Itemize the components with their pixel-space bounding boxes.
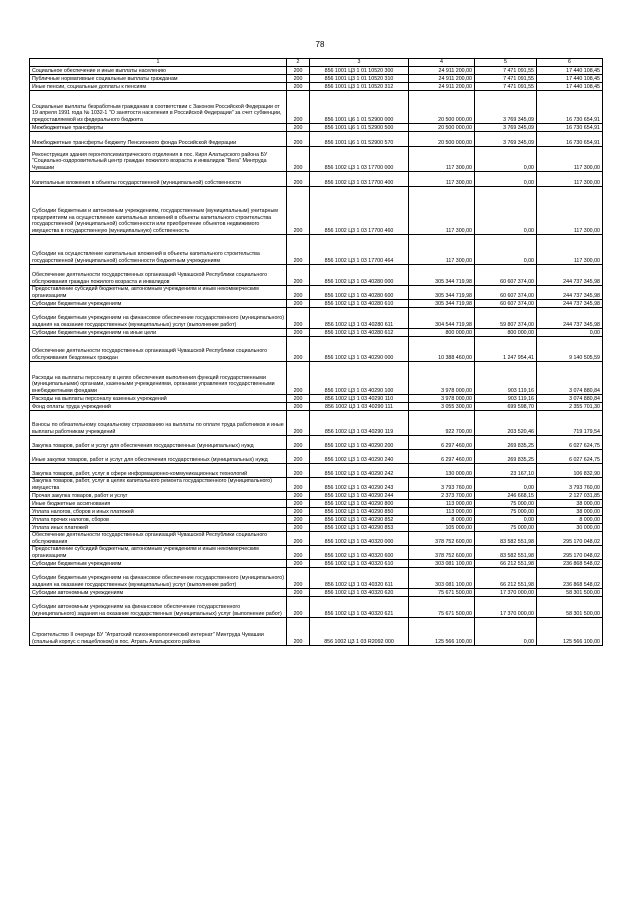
row-name-cell: Предоставление субсидий бюджетным, автономным учреждениям и иным некоммерческим организациям	[30, 546, 287, 560]
row-classification-code-cell: 856 1002 Ц3 1 03 40290 200	[310, 436, 409, 450]
table-row	[30, 618, 603, 646]
row-executed-amount-cell: 1 247 954,41	[475, 337, 537, 362]
row-classification-code-cell: 856 1002 Ц3 1 03 40290 243	[310, 478, 409, 492]
row-remaining-amount-cell: 244 737 345,98	[537, 286, 603, 300]
table-row	[30, 329, 603, 337]
table-row	[30, 187, 603, 235]
row-executed-amount-cell: 3 769 345,09	[475, 132, 537, 147]
row-executed-amount-cell: 83 582 551,98	[475, 532, 537, 546]
row-code-cell: 200	[287, 172, 310, 187]
row-remaining-amount-cell: 16 730 654,91	[537, 132, 603, 147]
row-remaining-amount-cell: 125 566 100,00	[537, 618, 603, 646]
table-row	[30, 337, 603, 362]
row-classification-code-cell: 856 1002 Ц3 1 03 40280 612	[310, 329, 409, 337]
row-remaining-amount-cell: 30 000,00	[537, 524, 603, 532]
budget-execution-table	[29, 58, 603, 646]
row-classification-code-cell: 856 1001 Ц3 1 01 10520 312	[310, 83, 409, 91]
row-approved-amount-cell: 303 081 100,00	[409, 568, 475, 589]
row-name-cell: Закупка товаров, работ, услуг в сфере информационно-коммуникационных технологий	[30, 464, 287, 478]
row-code-cell: 200	[287, 524, 310, 532]
row-name-cell: Публичные нормативные социальные выплаты гражданам	[30, 75, 287, 83]
row-approved-amount-cell: 20 500 000,00	[409, 132, 475, 147]
row-remaining-amount-cell: 244 737 345,98	[537, 300, 603, 308]
row-executed-amount-cell: 3 769 345,09	[475, 91, 537, 124]
table-body	[30, 59, 603, 646]
row-name-cell: Строительство II очереди БУ "Атратский психоневрологический интернат" Минтруда Чувашии (спальный корпус с пищеблоком) в пос. Атрать Алатырского района	[30, 618, 287, 646]
table-row	[30, 546, 603, 560]
row-approved-amount-cell: 305 344 719,98	[409, 286, 475, 300]
row-approved-amount-cell: 922 700,00	[409, 411, 475, 436]
row-name-cell: Реконструкция здания геронтопсихиатрического отделения в пос. Киря Алатырского района БУ "Социально-оздоровительный центр граждан пожилого возраста и инвалидов "Вега" Минтруда Чувашии	[30, 147, 287, 172]
row-name-cell: Межбюджетные трансферты бюджету Пенсионного фонда Российской Федерации	[30, 132, 287, 147]
row-name-cell: Иные закупки товаров, работ и услуг для обеспечения государственных (муниципальных) нужд	[30, 450, 287, 464]
row-executed-amount-cell: 66 212 551,98	[475, 560, 537, 568]
row-classification-code-cell: 856 1002 Ц3 1 03 17700 464	[310, 235, 409, 265]
row-approved-amount-cell: 24 911 200,00	[409, 83, 475, 91]
row-name-cell: Субсидии бюджетным учреждениям	[30, 300, 287, 308]
row-code-cell: 200	[287, 300, 310, 308]
table-row	[30, 568, 603, 589]
row-name-cell: Закупка товаров, работ и услуг для обеспечения государственных (муниципальных) нужд	[30, 436, 287, 450]
row-remaining-amount-cell: 6 027 624,75	[537, 436, 603, 450]
row-remaining-amount-cell: 17 440 108,45	[537, 83, 603, 91]
row-approved-amount-cell: 117 300,00	[409, 172, 475, 187]
row-classification-code-cell: 856 1001 Ц6 1 01 52900 000	[310, 91, 409, 124]
row-approved-amount-cell: 3 793 760,00	[409, 478, 475, 492]
row-remaining-amount-cell: 2 355 701,30	[537, 403, 603, 411]
row-remaining-amount-cell: 117 300,00	[537, 172, 603, 187]
row-executed-amount-cell: 269 835,25	[475, 450, 537, 464]
row-code-cell: 200	[287, 500, 310, 508]
table-row	[30, 235, 603, 265]
header-cell-5: 5	[475, 59, 537, 67]
row-code-cell: 200	[287, 132, 310, 147]
row-code-cell: 200	[287, 187, 310, 235]
row-name-cell: Фонд оплаты труда учреждений	[30, 403, 287, 411]
row-classification-code-cell: 856 1002 Ц3 1 03 17700 400	[310, 172, 409, 187]
row-code-cell: 200	[287, 337, 310, 362]
row-code-cell: 200	[287, 464, 310, 478]
row-code-cell: 200	[287, 532, 310, 546]
row-code-cell: 200	[287, 395, 310, 403]
row-executed-amount-cell: 7 471 091,55	[475, 75, 537, 83]
row-approved-amount-cell: 3 978 000,00	[409, 395, 475, 403]
row-executed-amount-cell: 66 212 551,98	[475, 568, 537, 589]
row-executed-amount-cell: 17 370 000,00	[475, 597, 537, 618]
row-approved-amount-cell: 8 000,00	[409, 516, 475, 524]
row-classification-code-cell: 856 1002 Ц3 1 03 17700 460	[310, 187, 409, 235]
table-row	[30, 286, 603, 300]
row-approved-amount-cell: 117 300,00	[409, 187, 475, 235]
table-row	[30, 589, 603, 597]
row-executed-amount-cell: 0,00	[475, 147, 537, 172]
row-classification-code-cell: 856 1002 Ц3 1 03 40290 850	[310, 508, 409, 516]
table-row	[30, 597, 603, 618]
table-row	[30, 362, 603, 395]
header-cell-4: 4	[409, 59, 475, 67]
row-approved-amount-cell: 303 081 100,00	[409, 560, 475, 568]
row-remaining-amount-cell: 244 737 345,98	[537, 265, 603, 286]
row-name-cell: Расходы на выплаты персоналу казенных учреждений	[30, 395, 287, 403]
row-executed-amount-cell: 17 370 000,00	[475, 589, 537, 597]
row-remaining-amount-cell: 17 440 108,45	[537, 75, 603, 83]
row-code-cell: 200	[287, 568, 310, 589]
row-name-cell: Субсидии бюджетным учреждениям на финансовое обеспечение государственного (муниципального) задания на оказание государственных (муниципальных) услуг (выполнение работ)	[30, 568, 287, 589]
row-approved-amount-cell: 117 300,00	[409, 147, 475, 172]
row-executed-amount-cell: 7 471 091,55	[475, 83, 537, 91]
row-approved-amount-cell: 113 000,00	[409, 500, 475, 508]
row-classification-code-cell: 856 1002 Ц3 1 03 40290 111	[310, 403, 409, 411]
table-row	[30, 395, 603, 403]
table-row	[30, 308, 603, 329]
row-approved-amount-cell: 3 055 300,00	[409, 403, 475, 411]
row-name-cell: Субсидии автономным учреждениям на финансовое обеспечение государственного (муниципального) задания на оказание государственных (муниципальных) услуг (выполнение работ)	[30, 597, 287, 618]
row-name-cell: Субсидии бюджетным учреждениям на финансовое обеспечение государственного (муниципального) задания на оказание государственных (муниципальных) услуг (выполнение работ)	[30, 308, 287, 329]
row-name-cell: Закупка товаров, работ, услуг в целях капитального ремонта государственного (муниципального) имущества	[30, 478, 287, 492]
table-row	[30, 265, 603, 286]
row-code-cell: 200	[287, 436, 310, 450]
row-approved-amount-cell: 117 300,00	[409, 235, 475, 265]
row-executed-amount-cell: 246 668,15	[475, 492, 537, 500]
row-remaining-amount-cell: 3 074 880,84	[537, 362, 603, 395]
row-remaining-amount-cell: 58 301 500,00	[537, 589, 603, 597]
row-code-cell: 200	[287, 147, 310, 172]
row-name-cell: Уплата иных платежей	[30, 524, 287, 532]
header-cell-1: 1	[30, 59, 287, 67]
row-classification-code-cell: 856 1002 Ц3 1 03 17700 000	[310, 147, 409, 172]
row-remaining-amount-cell: 3 074 880,84	[537, 395, 603, 403]
row-code-cell: 200	[287, 411, 310, 436]
row-code-cell: 200	[287, 560, 310, 568]
row-approved-amount-cell: 10 388 460,00	[409, 337, 475, 362]
row-classification-code-cell: 856 1002 Ц3 1 03 40280 600	[310, 286, 409, 300]
row-remaining-amount-cell: 117 300,00	[537, 147, 603, 172]
row-approved-amount-cell: 305 344 719,98	[409, 265, 475, 286]
row-remaining-amount-cell: 8 000,00	[537, 516, 603, 524]
row-executed-amount-cell: 0,00	[475, 187, 537, 235]
row-classification-code-cell: 856 1002 Ц3 1 03 40280 611	[310, 308, 409, 329]
row-remaining-amount-cell: 9 140 505,59	[537, 337, 603, 362]
row-executed-amount-cell: 800 000,00	[475, 329, 537, 337]
table-row	[30, 450, 603, 464]
row-remaining-amount-cell: 117 300,00	[537, 187, 603, 235]
row-approved-amount-cell: 305 344 719,98	[409, 300, 475, 308]
row-code-cell: 200	[287, 478, 310, 492]
table-row	[30, 532, 603, 546]
row-name-cell: Уплата прочих налогов, сборов	[30, 516, 287, 524]
row-name-cell: Субсидии на осуществление капитальных вложений в объекты капитального строительства государственной (муниципальной) собственности бюджетным учреждениям	[30, 235, 287, 265]
row-remaining-amount-cell: 2 127 031,85	[537, 492, 603, 500]
row-approved-amount-cell: 378 752 600,00	[409, 546, 475, 560]
row-executed-amount-cell: 60 607 374,00	[475, 300, 537, 308]
row-name-cell: Обеспечение деятельности государственных организаций Чувашской Республики социального обслуживания граждан пожилого возраста и инвалидов	[30, 265, 287, 286]
row-classification-code-cell: 856 1002 Ц3 1 03 40280 610	[310, 300, 409, 308]
row-name-cell: Социальное обеспечение и иные выплаты населению	[30, 67, 287, 75]
table-row	[30, 524, 603, 532]
row-remaining-amount-cell: 17 440 108,45	[537, 67, 603, 75]
table-row	[30, 75, 603, 83]
table-row	[30, 67, 603, 75]
row-remaining-amount-cell: 117 300,00	[537, 235, 603, 265]
row-remaining-amount-cell: 106 832,90	[537, 464, 603, 478]
row-executed-amount-cell: 0,00	[475, 478, 537, 492]
row-executed-amount-cell: 903 119,16	[475, 362, 537, 395]
row-classification-code-cell: 856 1001 Ц6 1 01 52900 500	[310, 124, 409, 132]
row-executed-amount-cell: 269 835,25	[475, 436, 537, 450]
row-remaining-amount-cell: 58 301 500,00	[537, 597, 603, 618]
row-code-cell: 200	[287, 618, 310, 646]
row-classification-code-cell: 856 1002 Ц3 1 03 40290 000	[310, 337, 409, 362]
row-executed-amount-cell: 75 000,00	[475, 500, 537, 508]
row-classification-code-cell: 856 1002 Ц3 1 03 40290 852	[310, 516, 409, 524]
row-classification-code-cell: 856 1002 Ц3 1 03 40320 611	[310, 568, 409, 589]
row-classification-code-cell: 856 1001 Ц3 1 01 10520 300	[310, 67, 409, 75]
row-approved-amount-cell: 24 911 200,00	[409, 67, 475, 75]
row-code-cell: 200	[287, 67, 310, 75]
row-name-cell: Субсидии автономным учреждениям	[30, 589, 287, 597]
row-approved-amount-cell: 6 297 460,00	[409, 436, 475, 450]
row-classification-code-cell: 856 1001 Ц6 1 01 52900 570	[310, 132, 409, 147]
row-approved-amount-cell: 113 000,00	[409, 508, 475, 516]
row-name-cell: Капитальные вложения в объекты государственной (муниципальной) собственности	[30, 172, 287, 187]
row-code-cell: 200	[287, 329, 310, 337]
row-approved-amount-cell: 125 566 100,00	[409, 618, 475, 646]
row-remaining-amount-cell: 3 793 760,00	[537, 478, 603, 492]
row-name-cell: Взносы по обязательному социальному страхованию на выплаты по оплате труда работников и иные выплаты работникам учреждений	[30, 411, 287, 436]
row-approved-amount-cell: 800 000,00	[409, 329, 475, 337]
row-classification-code-cell: 856 1002 Ц3 1 03 40320 620	[310, 589, 409, 597]
row-classification-code-cell: 856 1002 Ц3 1 03 40290 242	[310, 464, 409, 478]
row-name-cell: Прочая закупка товаров, работ и услуг	[30, 492, 287, 500]
table-row	[30, 492, 603, 500]
row-remaining-amount-cell: 236 868 548,02	[537, 560, 603, 568]
header-cell-6: 6	[537, 59, 603, 67]
table-row	[30, 500, 603, 508]
page-number: 78	[315, 40, 325, 49]
row-executed-amount-cell: 60 607 374,00	[475, 286, 537, 300]
row-code-cell: 200	[287, 450, 310, 464]
row-approved-amount-cell: 130 000,00	[409, 464, 475, 478]
row-remaining-amount-cell: 38 000,00	[537, 500, 603, 508]
row-remaining-amount-cell: 295 170 048,02	[537, 546, 603, 560]
row-remaining-amount-cell: 295 170 048,02	[537, 532, 603, 546]
row-executed-amount-cell: 75 000,00	[475, 524, 537, 532]
row-code-cell: 200	[287, 124, 310, 132]
row-executed-amount-cell: 60 607 374,00	[475, 265, 537, 286]
row-classification-code-cell: 856 1002 Ц3 1 03 40290 240	[310, 450, 409, 464]
row-remaining-amount-cell: 236 868 548,02	[537, 568, 603, 589]
row-code-cell: 200	[287, 403, 310, 411]
row-code-cell: 200	[287, 546, 310, 560]
row-name-cell: Субсидии бюджетным учреждениям на иные цели	[30, 329, 287, 337]
row-code-cell: 200	[287, 516, 310, 524]
row-remaining-amount-cell: 719 179,54	[537, 411, 603, 436]
row-remaining-amount-cell: 38 000,00	[537, 508, 603, 516]
table-row	[30, 172, 603, 187]
row-classification-code-cell: 856 1002 Ц3 1 03 40290 244	[310, 492, 409, 500]
header-cell-2: 2	[287, 59, 310, 67]
table-row	[30, 516, 603, 524]
row-approved-amount-cell: 304 544 719,98	[409, 308, 475, 329]
row-approved-amount-cell: 105 000,00	[409, 524, 475, 532]
row-remaining-amount-cell: 244 737 345,98	[537, 308, 603, 329]
row-name-cell: Межбюджетные трансферты	[30, 124, 287, 132]
row-code-cell: 200	[287, 589, 310, 597]
table-row	[30, 300, 603, 308]
table-row	[30, 91, 603, 124]
row-remaining-amount-cell: 6 027 624,75	[537, 450, 603, 464]
row-approved-amount-cell: 24 911 200,00	[409, 75, 475, 83]
row-executed-amount-cell: 0,00	[475, 235, 537, 265]
table-row	[30, 411, 603, 436]
row-approved-amount-cell: 20 500 000,00	[409, 91, 475, 124]
table-row	[30, 464, 603, 478]
row-code-cell: 200	[287, 362, 310, 395]
row-classification-code-cell: 856 1002 Ц3 1 03 R2092 000	[310, 618, 409, 646]
row-name-cell: Предоставление субсидий бюджетным, автономным учреждениям и иным некоммерческим организациям	[30, 286, 287, 300]
row-code-cell: 200	[287, 235, 310, 265]
row-approved-amount-cell: 20 500 000,00	[409, 124, 475, 132]
table-row	[30, 508, 603, 516]
column-number-header-row	[30, 59, 603, 67]
table-row	[30, 124, 603, 132]
row-executed-amount-cell: 3 769 345,09	[475, 124, 537, 132]
row-code-cell: 200	[287, 508, 310, 516]
table-row	[30, 403, 603, 411]
row-code-cell: 200	[287, 83, 310, 91]
row-executed-amount-cell: 203 520,46	[475, 411, 537, 436]
table-row	[30, 478, 603, 492]
row-approved-amount-cell: 2 373 700,00	[409, 492, 475, 500]
row-classification-code-cell: 856 1002 Ц3 1 03 40290 800	[310, 500, 409, 508]
row-classification-code-cell: 856 1002 Ц3 1 03 40290 110	[310, 395, 409, 403]
row-classification-code-cell: 856 1002 Ц3 1 03 40320 000	[310, 532, 409, 546]
row-name-cell: Уплата налогов, сборов и иных платежей	[30, 508, 287, 516]
row-approved-amount-cell: 75 671 500,00	[409, 589, 475, 597]
row-classification-code-cell: 856 1002 Ц3 1 03 40320 610	[310, 560, 409, 568]
row-classification-code-cell: 856 1001 Ц3 1 01 10520 310	[310, 75, 409, 83]
row-executed-amount-cell: 59 807 374,00	[475, 308, 537, 329]
row-name-cell: Обеспечение деятельности государственных организаций Чувашской Республики социального обслуживания бездомных граждан	[30, 337, 287, 362]
table-row	[30, 132, 603, 147]
row-executed-amount-cell: 7 471 091,55	[475, 67, 537, 75]
row-approved-amount-cell: 6 297 460,00	[409, 450, 475, 464]
header-cell-3: 3	[310, 59, 409, 67]
row-executed-amount-cell: 83 582 551,98	[475, 546, 537, 560]
row-executed-amount-cell: 0,00	[475, 172, 537, 187]
row-code-cell: 200	[287, 308, 310, 329]
row-name-cell: Субсидии бюджетным учреждениям	[30, 560, 287, 568]
row-classification-code-cell: 856 1002 Ц3 1 03 40290 853	[310, 524, 409, 532]
row-executed-amount-cell: 699 598,70	[475, 403, 537, 411]
row-remaining-amount-cell: 16 730 654,91	[537, 124, 603, 132]
row-remaining-amount-cell: 0,00	[537, 329, 603, 337]
row-executed-amount-cell: 23 167,10	[475, 464, 537, 478]
row-code-cell: 200	[287, 75, 310, 83]
row-executed-amount-cell: 0,00	[475, 618, 537, 646]
row-code-cell: 200	[287, 286, 310, 300]
row-code-cell: 200	[287, 91, 310, 124]
row-name-cell: Обеспечение деятельности государственных организаций Чувашской Республики социального обслуживания	[30, 532, 287, 546]
table-row	[30, 147, 603, 172]
row-classification-code-cell: 856 1002 Ц3 1 03 40280 000	[310, 265, 409, 286]
row-code-cell: 200	[287, 492, 310, 500]
row-classification-code-cell: 856 1002 Ц3 1 03 40320 600	[310, 546, 409, 560]
row-code-cell: 200	[287, 597, 310, 618]
row-name-cell: Расходы на выплаты персоналу в целях обеспечения выполнения функций государственными (муниципальными) органами, казенными учреждениями, органами управления государственными внебюджетными фондами	[30, 362, 287, 395]
row-name-cell: Иные бюджетные ассигнования	[30, 500, 287, 508]
table-row	[30, 83, 603, 91]
row-executed-amount-cell: 0,00	[475, 516, 537, 524]
row-name-cell: Субсидии бюджетным и автономным учреждениям, государственным (муниципальным) унитарным предприятиям на осуществление капитальных вложений в объекты капитального строительства государственной (муниципальной) собственности или приобретение объектов недвижимого имущества в государственную (муниципальную) собственность	[30, 187, 287, 235]
row-executed-amount-cell: 75 000,00	[475, 508, 537, 516]
row-approved-amount-cell: 3 978 000,00	[409, 362, 475, 395]
row-executed-amount-cell: 903 119,16	[475, 395, 537, 403]
row-classification-code-cell: 856 1002 Ц3 1 03 40290 119	[310, 411, 409, 436]
table-row	[30, 560, 603, 568]
row-classification-code-cell: 856 1002 Ц3 1 03 40320 621	[310, 597, 409, 618]
row-name-cell: Иные пенсии, социальные доплаты к пенсиям	[30, 83, 287, 91]
row-approved-amount-cell: 378 752 600,00	[409, 532, 475, 546]
row-approved-amount-cell: 75 671 500,00	[409, 597, 475, 618]
table-row	[30, 436, 603, 450]
row-name-cell: Социальные выплаты безработным гражданам в соответствии с Законом Российской Федерации от 19 апреля 1991 года № 1032-1 "О занятости населения в Российской Федерации" за счет субвенции, предоставляемой из федерального бюджета	[30, 91, 287, 124]
row-code-cell: 200	[287, 265, 310, 286]
row-classification-code-cell: 856 1002 Ц3 1 03 40290 100	[310, 362, 409, 395]
row-remaining-amount-cell: 16 730 654,91	[537, 91, 603, 124]
